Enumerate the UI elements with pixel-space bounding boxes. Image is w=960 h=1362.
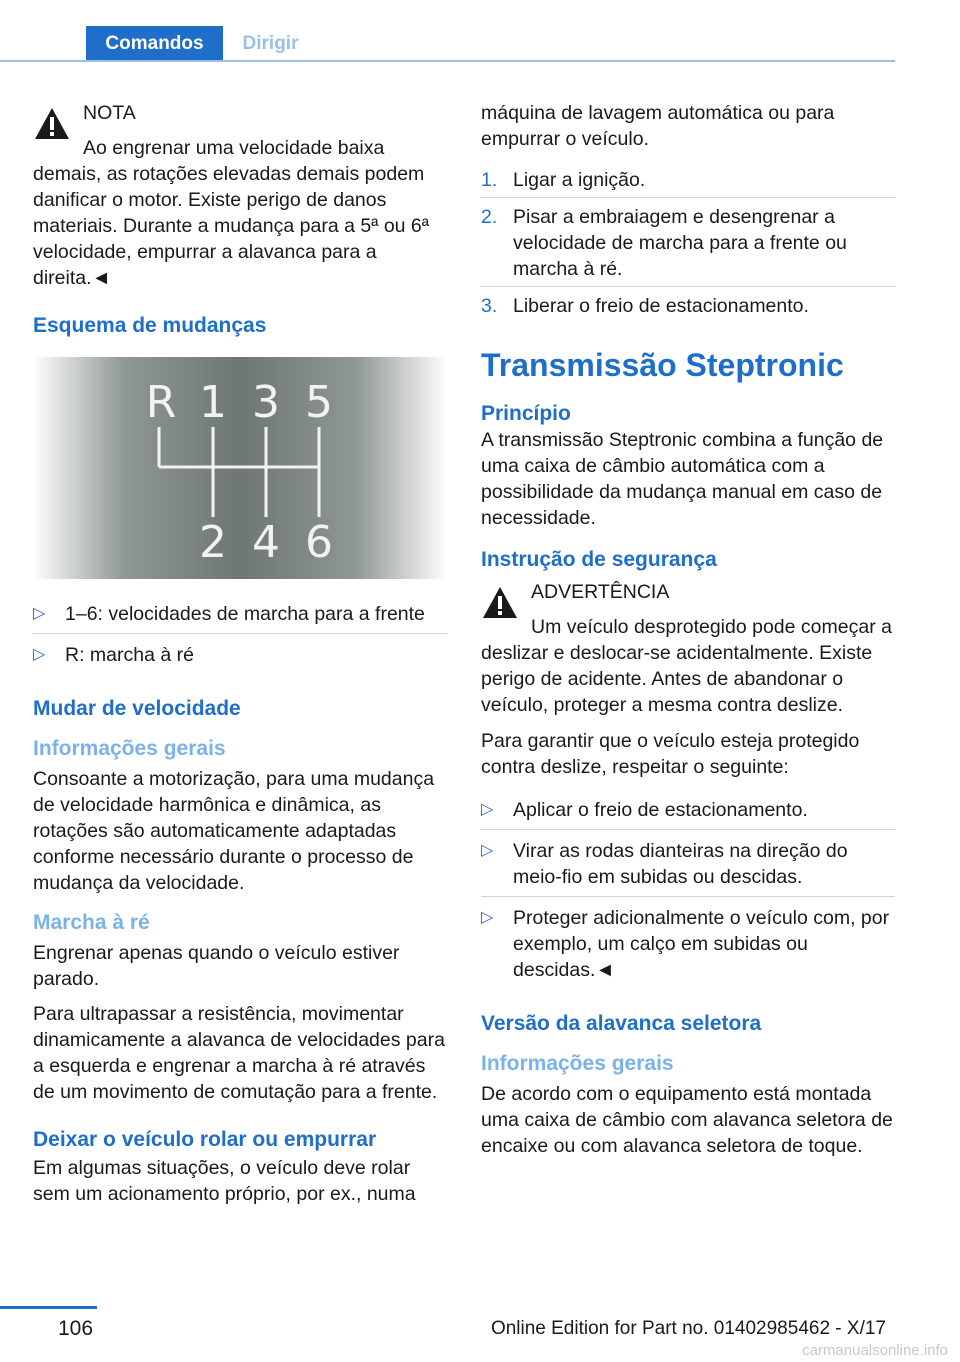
shift-pattern-image	[33, 357, 447, 579]
continued-text: máquina de lavagem automática ou para empurrar o veículo.	[481, 102, 835, 150]
triangle-bullet-icon: ▷	[481, 801, 494, 818]
gear-label-3: 3	[252, 377, 280, 428]
tab-dirigir[interactable]: Dirigir	[242, 33, 299, 54]
list-item: ▷ Virar as rodas dianteiras na direção do meio-fio em subidas ou descidas.	[481, 830, 895, 897]
gear-label-4: 4	[252, 517, 280, 568]
notice-title: NOTA	[83, 102, 136, 124]
list-item: 3. Liberar o freio de estacionamento.	[481, 295, 809, 317]
footer-rule	[0, 1306, 97, 1309]
notice-box	[33, 100, 447, 291]
principle-heading: Princípio	[481, 402, 571, 425]
gear-label-2: 2	[199, 517, 227, 568]
lever-info-text: De acordo com o equipamento está montada uma caixa de câmbio com alavanca seletora de encaixe ou com alavanca seletora de toque.	[481, 1083, 893, 1157]
shift-pattern-diagram	[33, 357, 447, 579]
gear-label-r: R	[145, 377, 177, 428]
gear-label-6: 6	[305, 517, 333, 568]
list-item: ▷ 1–6: velocidades de marcha para a frente	[33, 593, 447, 634]
principle-text: A transmissão Steptronic combina a função de uma caixa de câmbio automática com a possibilidade da mudança manual em caso de necessidade.	[481, 429, 884, 529]
safety-heading: Instrução de segurança	[481, 548, 717, 571]
notice-body: Ao engrenar uma velocidade baixa demais, as rotações elevadas demais podem danificar o motor. Existe perigo de danos materiais. Durante a mudança para a 5ª ou 6ª velocidade, empurrar a alavanca para a direita.◄	[33, 137, 429, 289]
edition-text: Online Edition for Part no. 01402985462 - X/17	[490, 1318, 886, 1339]
warning-body: Um veículo desprotegido pode começar a deslizar e deslocar-se acidentalmente. Existe perigo de acidente. Antes de abandonar o veículo, proteger a mesma contra deslize.	[481, 616, 892, 716]
general-info-text: Consoante a motorização, para uma mudança de velocidade harmônica e dinâmica, as rotações são automaticamente adaptadas conforme necessário durante o processo de mudança da velocidade.	[33, 768, 435, 894]
gear-label-5: 5	[305, 377, 333, 428]
shift-pattern-heading: Esquema de mudanças	[33, 314, 267, 337]
tab-divider	[0, 60, 895, 62]
triangle-bullet-icon: ▷	[481, 842, 494, 859]
warning-triangle-icon	[33, 106, 71, 141]
watermark: carmanualsonline.info	[802, 1342, 948, 1359]
steps-list	[481, 161, 895, 323]
left-column	[33, 100, 447, 1216]
shift-legend-list	[33, 593, 447, 674]
list-item: 2. Pisar a embraiagem e desengrenar a velocidade de marcha para a frente ou marcha à ré.	[481, 198, 895, 287]
reverse-text-1: Engrenar apenas quando o veículo estiver parado.	[33, 942, 400, 990]
list-item: 1. Ligar a ignição.	[481, 161, 895, 198]
general-info-heading: Informações gerais	[33, 737, 226, 760]
right-column	[481, 100, 895, 1168]
list-item: ▷ Aplicar o freio de estacionamento.	[481, 789, 895, 830]
lever-version-heading: Versão da alavanca seletora	[481, 1012, 762, 1035]
lever-info-heading: Informações gerais	[481, 1052, 674, 1075]
list-item: ▷ R: marcha à ré	[33, 644, 194, 666]
triangle-bullet-icon: ▷	[33, 646, 46, 663]
guarantee-list	[481, 789, 895, 989]
triangle-bullet-icon: ▷	[481, 909, 494, 926]
warning-title: ADVERTÊNCIA	[531, 581, 670, 603]
warning-triangle-icon	[481, 585, 519, 620]
roll-push-text: Em algumas situações, o veículo deve rolar sem um acionamento próprio, por ex., numa	[33, 1157, 416, 1205]
change-gear-heading: Mudar de velocidade	[33, 697, 241, 720]
tab-comandos[interactable]: Comandos	[86, 26, 223, 62]
warning-box	[481, 579, 895, 718]
guarantee-text: Para garantir que o veículo esteja protegido contra deslize, respeitar o seguinte:	[481, 730, 860, 778]
steptronic-heading: Transmissão Steptronic	[481, 347, 844, 383]
triangle-bullet-icon: ▷	[33, 605, 46, 622]
roll-push-heading: Deixar o veículo rolar ou empurrar	[33, 1128, 377, 1151]
reverse-text-2: Para ultrapassar a resistência, movimentar dinamicamente a alavanca de velocidades para a esquerda e engrenar a marcha à ré através de um movimento de comutação para a frente.	[33, 1003, 445, 1103]
reverse-gear-heading: Marcha à ré	[33, 911, 150, 934]
chapter-tabs	[0, 26, 895, 62]
gear-label-1: 1	[199, 377, 227, 428]
page-number: 106	[58, 1317, 94, 1340]
list-item: ▷ Proteger adicionalmente o veículo com, por exemplo, um calço em subidas ou descidas.◄	[481, 907, 890, 981]
